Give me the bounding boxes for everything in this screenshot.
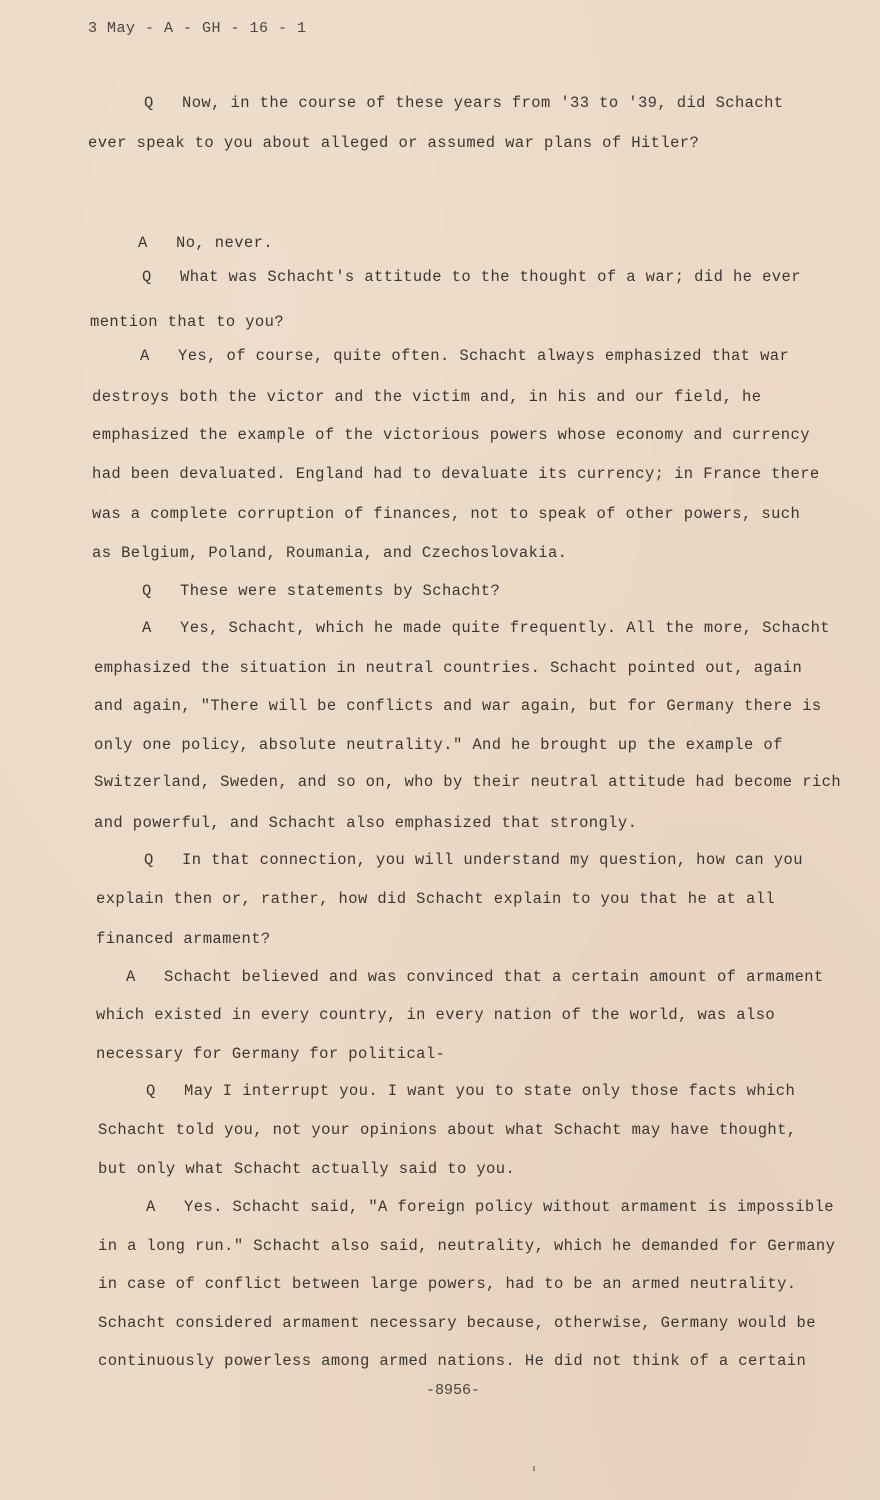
transcript-line bbox=[96, 930, 271, 948]
transcript-line bbox=[88, 134, 699, 152]
transcript-line bbox=[92, 426, 810, 444]
transcript-line bbox=[94, 814, 637, 832]
line-text: emphasized the situation in neutral countries. Schacht pointed out, again bbox=[94, 659, 803, 677]
line-text: and again, "There will be conflicts and war again, but for Germany there is bbox=[94, 697, 822, 715]
line-text: Yes. Schacht said, "A foreign policy without armament is impossible bbox=[184, 1198, 835, 1216]
transcript-line bbox=[92, 465, 820, 483]
line-text: and powerful, and Schacht also emphasized that strongly. bbox=[94, 814, 638, 832]
transcript-line bbox=[144, 851, 803, 869]
line-text: as Belgium, Poland, Roumania, and Czechoslovakia. bbox=[92, 544, 568, 562]
line-text: These were statements by Schacht? bbox=[180, 582, 501, 600]
line-text: continuously powerless among armed nations. He did not think of a certain bbox=[98, 1352, 807, 1370]
speaker-label: Q bbox=[144, 94, 154, 112]
speaker-label: A bbox=[142, 619, 152, 637]
paper-speck bbox=[533, 1466, 535, 1471]
transcript-line bbox=[90, 313, 284, 331]
line-text: in case of conflict between large powers, had to be an armed neutrality. bbox=[98, 1275, 797, 1293]
line-text: destroys both the victor and the victim and, in his and our field, he bbox=[92, 388, 762, 406]
transcript-line bbox=[98, 1314, 816, 1332]
speaker-label: Q bbox=[142, 268, 152, 286]
line-text: ever speak to you about alleged or assumed war plans of Hitler? bbox=[88, 134, 700, 152]
transcript-line bbox=[98, 1352, 806, 1370]
line-text: emphasized the example of the victorious powers whose economy and currency bbox=[92, 426, 810, 444]
speaker-label: Q bbox=[146, 1082, 156, 1100]
transcript-line bbox=[146, 1198, 834, 1216]
line-text: In that connection, you will understand my question, how can you bbox=[182, 851, 803, 869]
line-text: had been devaluated. England had to devaluate its currency; in France there bbox=[92, 465, 820, 483]
line-text: Schacht believed and was convinced that a certain amount of armament bbox=[164, 968, 824, 986]
speaker-label: A bbox=[138, 234, 148, 252]
transcript-line bbox=[94, 773, 841, 791]
line-text: but only what Schacht actually said to you. bbox=[98, 1160, 516, 1178]
transcript-line bbox=[96, 1045, 445, 1063]
line-text: Schacht considered armament necessary because, otherwise, Germany would be bbox=[98, 1314, 816, 1332]
transcript-line bbox=[92, 505, 800, 523]
transcript-line bbox=[92, 544, 567, 562]
transcript-line bbox=[94, 736, 783, 754]
transcript-line bbox=[146, 1082, 795, 1100]
transcript-line bbox=[142, 619, 830, 637]
line-text: No, never. bbox=[176, 234, 274, 252]
transcript-line bbox=[94, 659, 802, 677]
line-text: financed armament? bbox=[96, 930, 271, 948]
line-text: May I interrupt you. I want you to state only those facts which bbox=[184, 1082, 796, 1100]
page-number: -8956- bbox=[426, 1382, 481, 1399]
transcript-line bbox=[94, 697, 822, 715]
transcript-line bbox=[138, 234, 273, 252]
transcript-line bbox=[98, 1121, 797, 1139]
line-text: which existed in every country, in every nation of the world, was also bbox=[96, 1006, 776, 1024]
transcript-line bbox=[98, 1160, 515, 1178]
line-text: only one policy, absolute neutrality." And he brought up the example of bbox=[94, 736, 783, 754]
transcript-line bbox=[142, 582, 500, 600]
transcript-line bbox=[144, 94, 784, 112]
speaker-label: A bbox=[140, 347, 150, 365]
line-text: Yes, of course, quite often. Schacht always emphasized that war bbox=[178, 347, 790, 365]
transcript-line bbox=[92, 388, 761, 406]
transcript-line bbox=[98, 1275, 797, 1293]
transcript-line bbox=[96, 1006, 775, 1024]
transcript-line bbox=[126, 968, 824, 986]
line-text: in a long run." Schacht also said, neutrality, which he demanded for Germany bbox=[98, 1237, 836, 1255]
transcript-line bbox=[98, 1237, 835, 1255]
line-text: Schacht told you, not your opinions about what Schacht may have thought, bbox=[98, 1121, 797, 1139]
line-text: necessary for Germany for political- bbox=[96, 1045, 446, 1063]
line-text: explain then or, rather, how did Schacht explain to you that he at all bbox=[96, 890, 776, 908]
speaker-label: A bbox=[126, 968, 136, 986]
line-text: Switzerland, Sweden, and so on, who by their neutral attitude had become rich bbox=[94, 773, 842, 791]
speaker-label: A bbox=[146, 1198, 156, 1216]
transcript-line bbox=[142, 268, 801, 286]
line-text: was a complete corruption of finances, not to speak of other powers, such bbox=[92, 505, 801, 523]
line-text: Now, in the course of these years from '33 to '39, did Schacht bbox=[182, 94, 784, 112]
speaker-label: Q bbox=[142, 582, 152, 600]
transcript-line bbox=[96, 890, 775, 908]
transcript-line bbox=[140, 347, 789, 365]
line-text: Yes, Schacht, which he made quite frequently. All the more, Schacht bbox=[180, 619, 831, 637]
line-text: mention that to you? bbox=[90, 313, 285, 331]
line-text: What was Schacht's attitude to the thought of a war; did he ever bbox=[180, 268, 801, 286]
page-header: 3 May - A - GH - 16 - 1 bbox=[88, 20, 307, 37]
speaker-label: Q bbox=[144, 851, 154, 869]
